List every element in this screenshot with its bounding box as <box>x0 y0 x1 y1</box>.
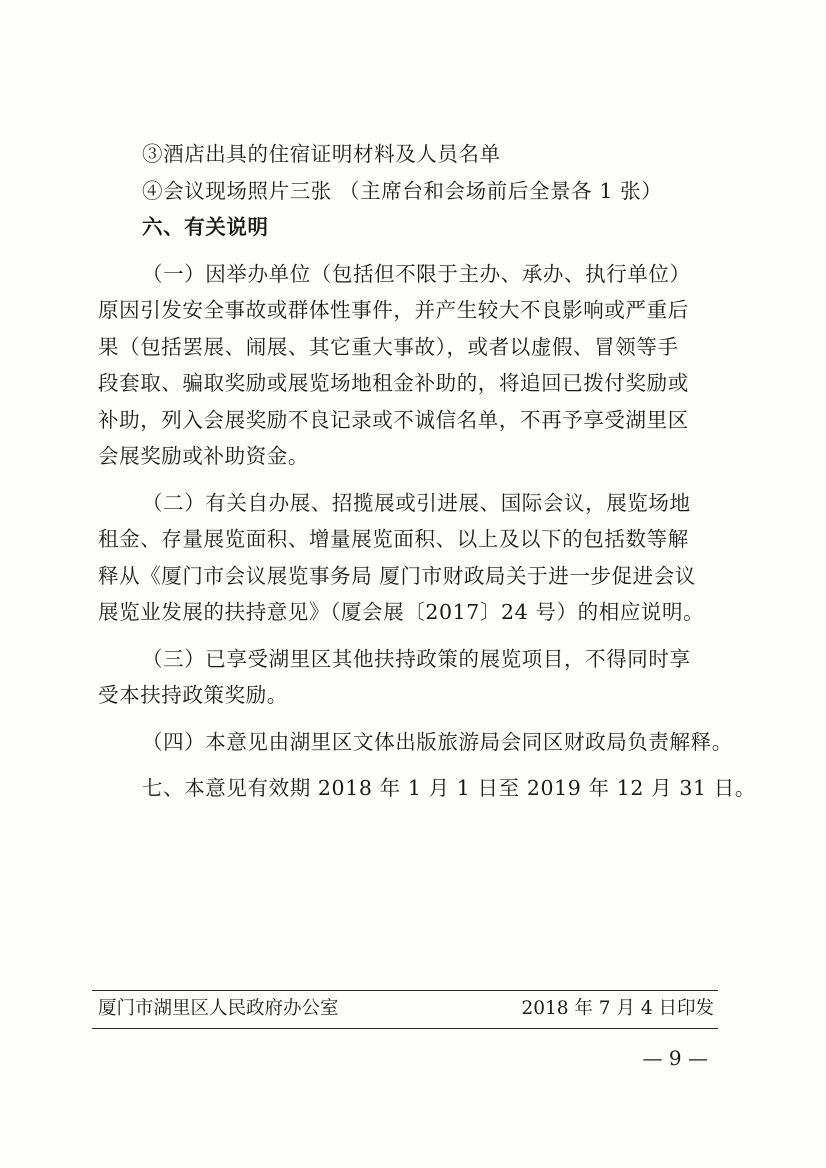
text-line: （四）本意见由湖里区文体出版旅游局会同区财政局负责解释。 <box>142 729 733 754</box>
text-line: 会展奖励或补助资金。 <box>98 444 309 468</box>
text-line: 果（包括罢展、闹展、其它重大事故），或者以虚假、冒领等手 <box>98 334 679 359</box>
text-line: 原因引发安全事故或群体性事件，并产生较大不良影响或严重后 <box>98 298 689 322</box>
section-heading: 六、有关说明 <box>142 215 269 239</box>
page-number: — 9 — <box>642 1046 708 1070</box>
text-line: 补助，列入会展奖励不良记录或不诚信名单，不再予享受湖里区 <box>98 407 689 432</box>
document-body <box>98 136 756 807</box>
footer-bottom-rule <box>92 1028 718 1029</box>
text-line: ④会议现场照片三张 （主席台和会场前后全景各 1 张） <box>142 178 663 203</box>
text-line: 受本扶持政策奖励。 <box>98 683 288 707</box>
footer-top-rule <box>92 990 718 991</box>
issuer-name: 厦门市湖里区人民政府办公室 <box>98 998 339 1019</box>
issue-date: 2018 年 7 月 4 日印发 <box>521 998 714 1019</box>
text-line: 展览业发展的扶持意见》（厦会展〔2017〕24 号）的相应说明。 <box>98 600 705 624</box>
text-line: 段套取、骗取奖励或展览场地租金补助的，将追回已拨付奖励或 <box>98 371 689 395</box>
text-line: （一）因举办单位（包括但不限于主办、承办、执行单位） <box>142 261 691 286</box>
text-line: （三）已享受湖里区其他扶持政策的展览项目，不得同时享 <box>142 646 691 671</box>
text-line: ③酒店出具的住宿证明材料及人员名单 <box>142 142 501 166</box>
text-line: （二）有关自办展、招揽展或引进展、国际会议，展览场地 <box>142 490 691 515</box>
text-line: 七、本意见有效期 2018 年 1 月 1 日至 2019 年 12 月 31 日。 <box>142 776 756 800</box>
text-line: 释从《厦门市会议展览事务局 厦门市财政局关于进一步促进会议 <box>98 563 696 588</box>
text-line: 租金、存量展览面积、增量展览面积、以上及以下的包括数等解 <box>98 527 689 551</box>
footer-imprint <box>98 996 714 1022</box>
